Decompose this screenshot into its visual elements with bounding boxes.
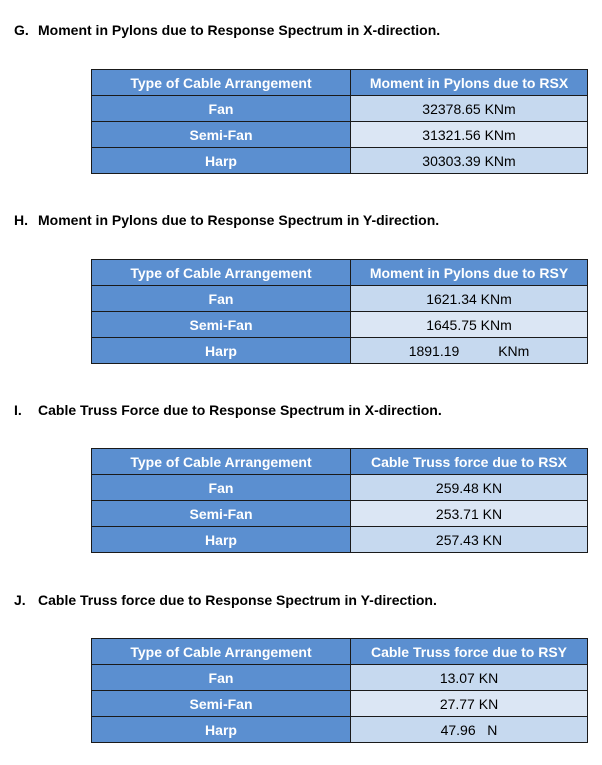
row-value: 257.43 KN (351, 527, 588, 553)
row-value: 30303.39 KNm (351, 148, 588, 174)
column-header-value: Moment in Pylons due to RSY (351, 260, 588, 286)
row-value: 1891.19 KNm (351, 338, 588, 364)
table-row (92, 312, 588, 338)
row-label: Fan (92, 96, 351, 122)
table-row (92, 148, 588, 174)
row-value: 27.77 KN (351, 691, 588, 717)
row-label: Fan (92, 286, 351, 312)
section-title: Cable Truss force due to Response Spectrum in Y-direction. (38, 592, 437, 608)
row-label: Harp (92, 717, 351, 743)
table-row (92, 96, 588, 122)
section-title: Moment in Pylons due to Response Spectrum in X-direction. (38, 22, 441, 38)
column-header-value: Cable Truss force due to RSX (351, 449, 588, 475)
row-value: 259.48 KN (351, 475, 588, 501)
section-heading-g (14, 22, 440, 38)
truss-rsy-table (91, 638, 588, 743)
section-title: Cable Truss Force due to Response Spectrum in X-direction. (38, 402, 442, 418)
row-label: Semi-Fan (92, 312, 351, 338)
row-label: Fan (92, 475, 351, 501)
row-value: 47.96 N (351, 717, 588, 743)
truss-rsx-table (91, 448, 588, 553)
row-label: Semi-Fan (92, 691, 351, 717)
table-header-row (92, 449, 588, 475)
row-label: Harp (92, 527, 351, 553)
table-header-row (92, 70, 588, 96)
row-label: Fan (92, 665, 351, 691)
table-row (92, 475, 588, 501)
row-value: 1621.34 KNm (351, 286, 588, 312)
row-label: Harp (92, 338, 351, 364)
table-row (92, 665, 588, 691)
row-label: Semi-Fan (92, 122, 351, 148)
section-heading-j (14, 592, 437, 608)
table-row (92, 717, 588, 743)
row-value: 13.07 KN (351, 665, 588, 691)
column-header-value: Moment in Pylons due to RSX (351, 70, 588, 96)
row-value: 31321.56 KNm (351, 122, 588, 148)
table-row (92, 122, 588, 148)
row-label: Harp (92, 148, 351, 174)
row-value: 32378.65 KNm (351, 96, 588, 122)
row-label: Semi-Fan (92, 501, 351, 527)
column-header-type: Type of Cable Arrangement (92, 639, 351, 665)
row-value: 253.71 KN (351, 501, 588, 527)
moment-rsy-table (91, 259, 588, 364)
table-row (92, 286, 588, 312)
table-row (92, 338, 588, 364)
section-title: Moment in Pylons due to Response Spectrum in Y-direction. (38, 212, 440, 228)
section-letter: H. (14, 212, 28, 228)
column-header-value: Cable Truss force due to RSY (351, 639, 588, 665)
table-row (92, 691, 588, 717)
section-letter: I. (14, 402, 22, 418)
column-header-type: Type of Cable Arrangement (92, 449, 351, 475)
section-heading-i (14, 402, 442, 418)
table-header-row (92, 260, 588, 286)
section-heading-h (14, 212, 439, 228)
row-value: 1645.75 KNm (351, 312, 588, 338)
section-letter: G. (14, 22, 29, 38)
column-header-type: Type of Cable Arrangement (92, 70, 351, 96)
table-row (92, 527, 588, 553)
table-row (92, 501, 588, 527)
table-header-row (92, 639, 588, 665)
moment-rsx-table (91, 69, 588, 174)
section-letter: J. (14, 592, 26, 608)
column-header-type: Type of Cable Arrangement (92, 260, 351, 286)
